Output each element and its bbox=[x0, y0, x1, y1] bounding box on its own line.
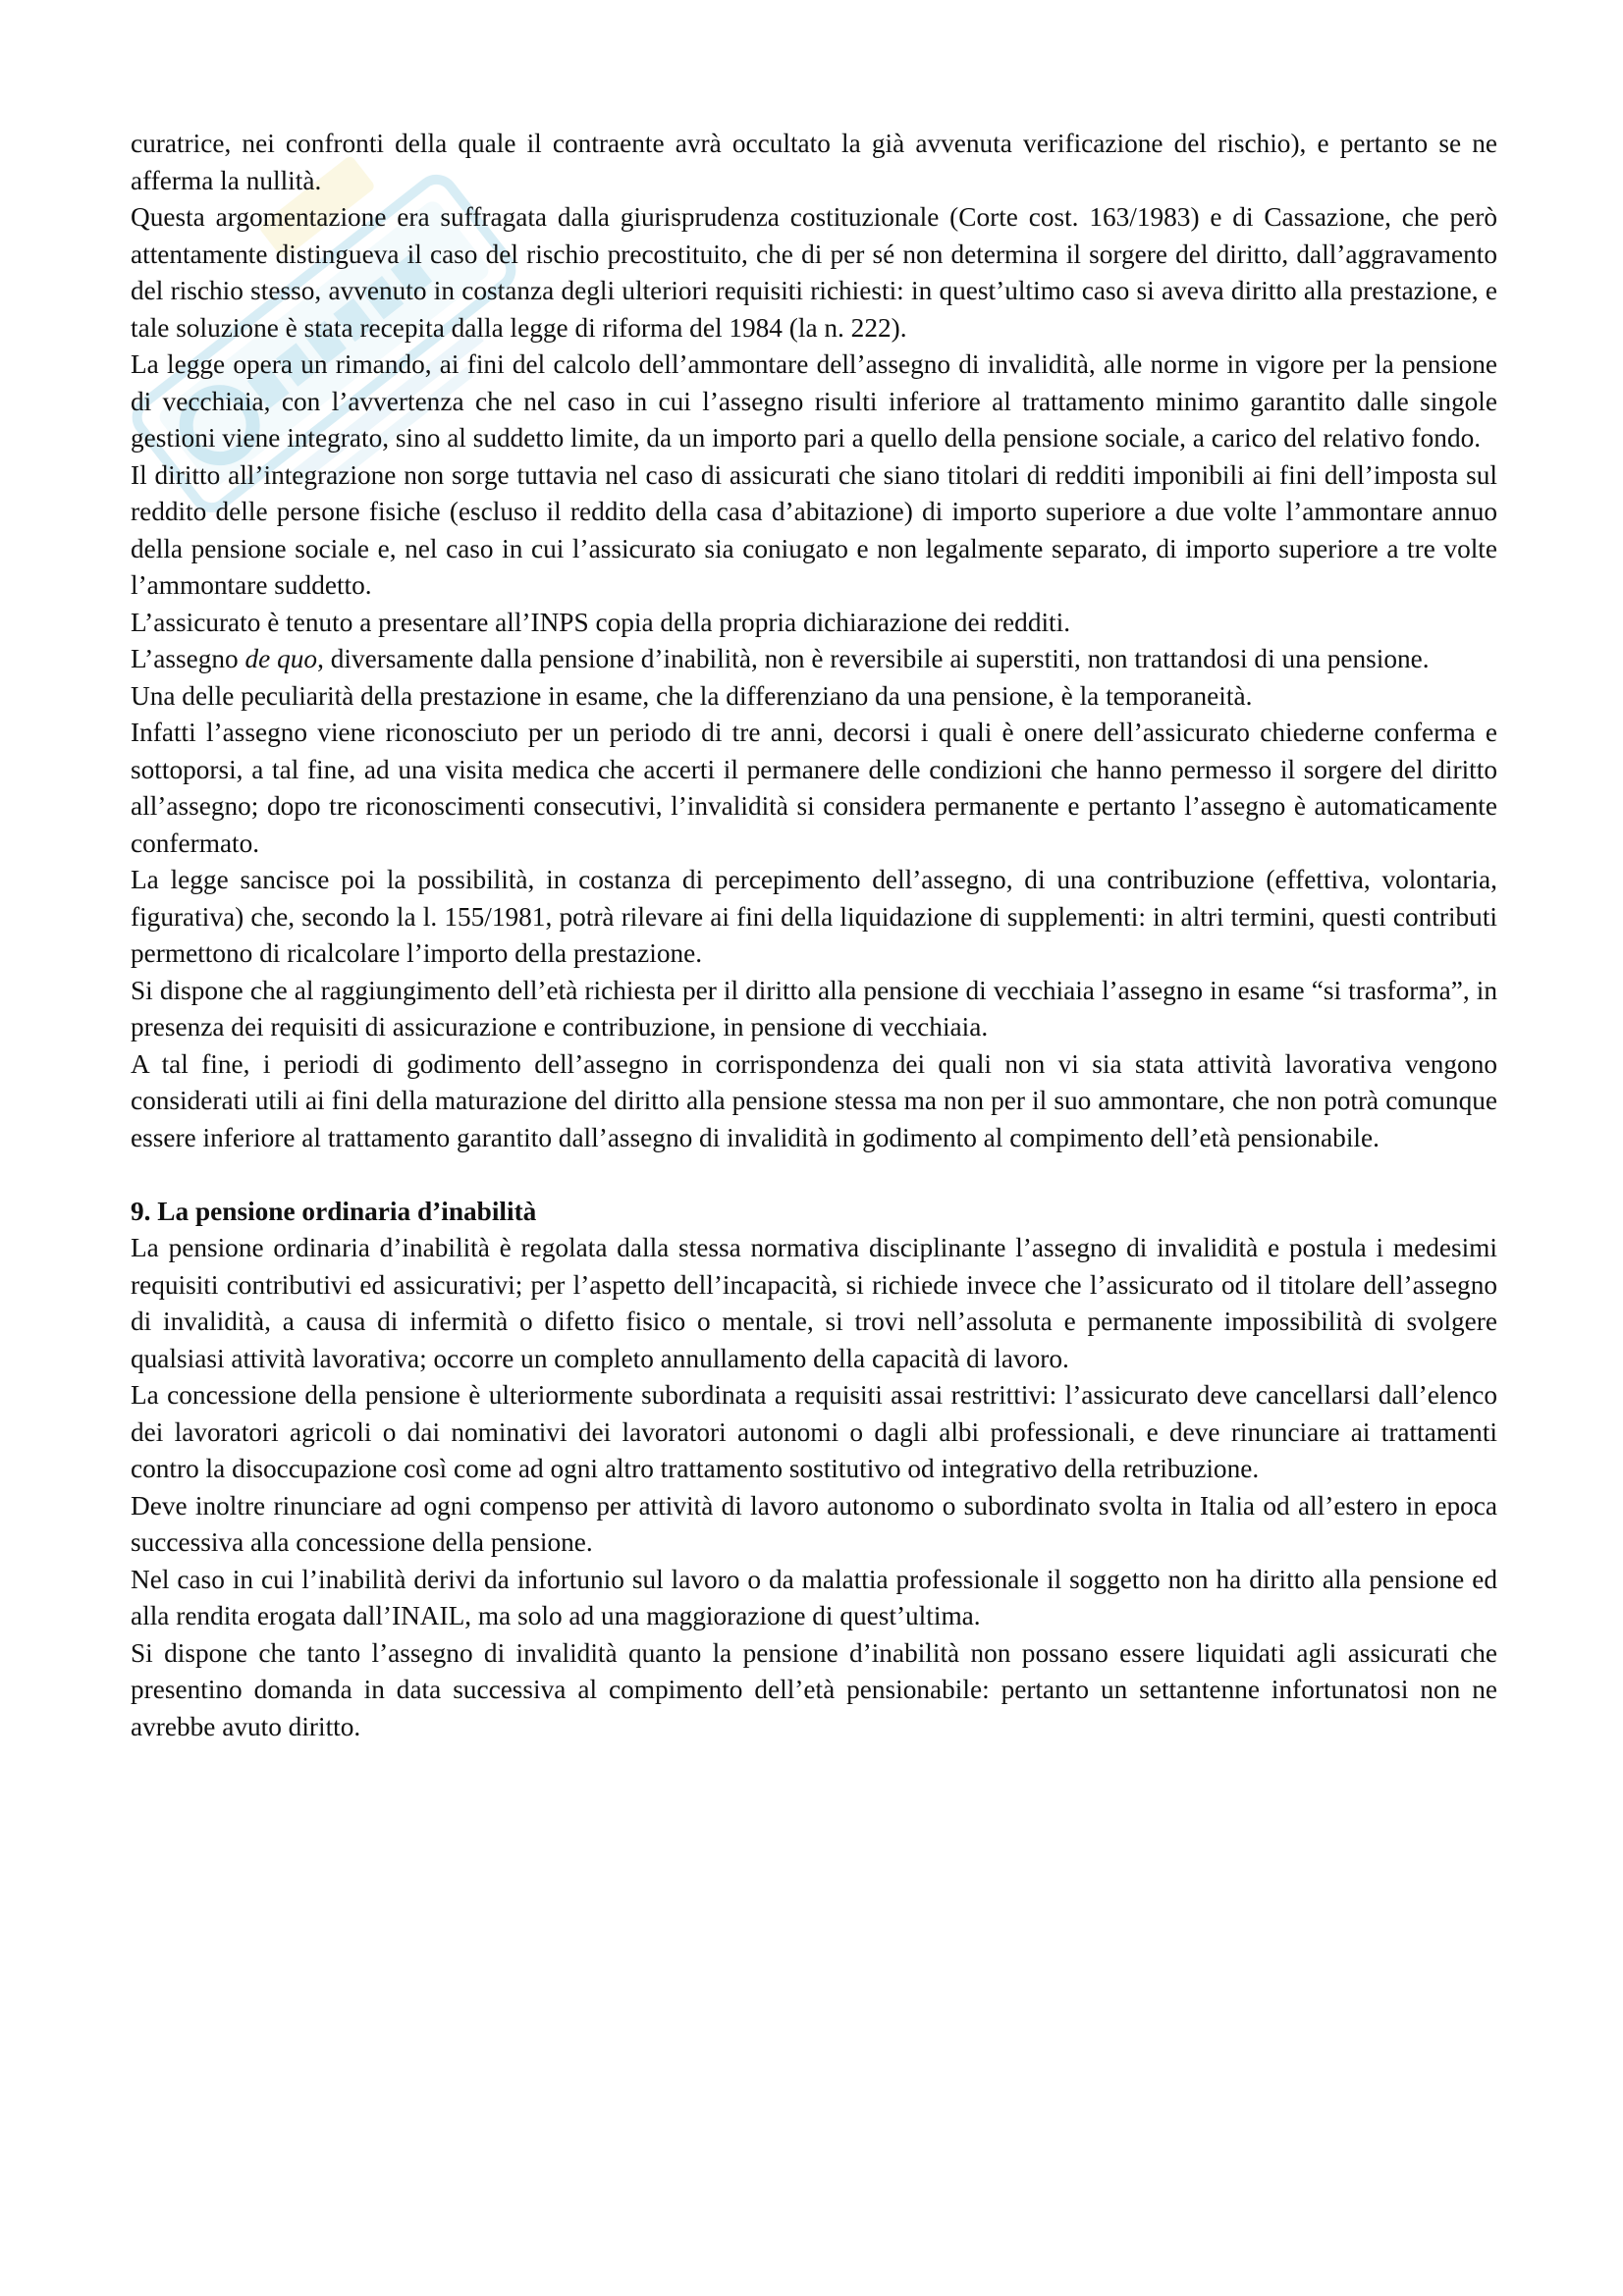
paragraph: Infatti l’assegno viene riconosciuto per un periodo di tre anni, decorsi i quali è onere dell’assicurato chiederne conferma e sottoporsi, a tal fine, ad una visita medica che accerti il permanere delle condizioni che hanno permesso il sorgere del diritto all’assegno; dopo tre riconoscimenti consecutivi, l’invalidità si considera permanente e pertanto l’assegno è automaticamente confermato. bbox=[131, 718, 1497, 858]
paragraph: La legge opera un rimando, ai fini del calcolo dell’ammontare dell’assegno di invalidità, alle norme in vigore per la pensione di vecchiaia, con l’avvertenza che nel caso in cui l’assegno risulti inferiore al trattamento minimo garantito dalle singole gestioni viene integrato, sino al suddetto limite, da un importo pari a quello della pensione sociale, a carico del relativo fondo. bbox=[131, 349, 1497, 453]
paragraph: Questa argomentazione era suffragata dalla giurisprudenza costituzionale (Corte cost. 163/1983) e di Cassazione, che però attentamente distingueva il caso del rischio precostituito, che di per sé non determina il sorgere del diritto, dall’aggravamento del rischio stesso, avvenuto in costanza degli ulteriori requisiti richiesti: in quest’ultimo caso si aveva diritto alla prestazione, e tale soluzione è stata recepita dalla legge di riforma del 1984 (la n. 222). bbox=[131, 202, 1497, 343]
paragraph: curatrice, nei confronti della quale il contraente avrà occultato la già avvenuta verificazione del rischio), e pertanto se ne afferma la nullità. bbox=[131, 129, 1497, 195]
paragraph bbox=[131, 641, 1497, 678]
paragraph: La concessione della pensione è ulteriormente subordinata a requisiti assai restrittivi: l’assicurato deve cancellarsi dall’elenco dei lavoratori agricoli o dai nominativi dei lavoratori autonomi o dagli albi professionali, e deve rinunciare ai trattamenti contro la disoccupazione così come ad ogni altro trattamento sostitutivo od integrativo della retribuzione. bbox=[131, 1380, 1497, 1483]
blank-line bbox=[131, 1156, 1497, 1194]
section-heading: 9. La pensione ordinaria d’inabilità bbox=[131, 1196, 537, 1226]
paragraph: Si dispone che tanto l’assegno di invalidità quanto la pensione d’inabilità non possano essere liquidati agli assicurati che presentino domanda in data successiva al compimento dell’età pensionabile: pertanto un settantenne infortunatosi non ne avrebbe avuto diritto. bbox=[131, 1637, 1497, 1741]
paragraph: Deve inoltre rinunciare ad ogni compenso per attività di lavoro autonomo o subordinato svolta in Italia od all’estero in epoca successiva alla concessione della pensione. bbox=[131, 1490, 1497, 1557]
paragraph: Il diritto all’integrazione non sorge tuttavia nel caso di assicurati che siano titolari di redditi imponibili ai fini dell’imposta sul reddito delle persone fisiche (escluso il reddito della casa d’abitazione) di importo superiore a due volte l’ammontare annuo della pensione sociale e, nel caso in cui l’assicurato sia coniugato e non legalmente separato, di importo superiore a tre volte l’ammontare suddetto. bbox=[131, 459, 1497, 600]
paragraph: L’assicurato è tenuto a presentare all’INPS copia della propria dichiarazione dei redditi. bbox=[131, 607, 1071, 637]
paragraph: A tal fine, i periodi di godimento dell’assegno in corrispondenza dei quali non vi sia stata attività lavorativa vengono considerati utili ai fini della maturazione del diritto alla pensione stessa ma non per il suo ammontare, che non potrà comunque essere inferiore al trattamento garantito dall’assegno di invalidità in godimento al compimento dell’età pensionabile. bbox=[131, 1048, 1497, 1152]
text-run: , diversamente dalla pensione d’inabilità, non è reversibile ai superstiti, non trattandosi di una pensione. bbox=[317, 644, 1430, 673]
paragraph: Una delle peculiarità della prestazione in esame, che la differenziano da una pensione, è la temporaneità. bbox=[131, 680, 1253, 711]
text-run: L’assegno bbox=[131, 644, 245, 673]
italic-term: de quo bbox=[244, 644, 318, 673]
paragraph: La pensione ordinaria d’inabilità è regolata dalla stessa normativa disciplinante l’assegno di invalidità e postula i medesimi requisiti contributivi ed assicurativi; per l’aspetto dell’incapacità, si richiede invece che l’assicurato od il titolare dell’assegno di invalidità, a causa di infermità o difetto fisico o mentale, si trovi nell’assoluta e permanente impossibilità di svolgere qualsiasi attività lavorativa; occorre un completo annullamento della capacità di lavoro. bbox=[131, 1233, 1497, 1373]
paragraph: Si dispone che al raggiungimento dell’età richiesta per il diritto alla pensione di vecchiaia l’assegno in esame “si trasforma”, in presenza dei requisiti di assicurazione e contribuzione, in pensione di vecchiaia. bbox=[131, 975, 1497, 1041]
paragraph: Nel caso in cui l’inabilità derivi da infortunio sul lavoro o da malattia professionale il soggetto non ha diritto alla pensione ed alla rendita erogata dall’INAIL, ma solo ad una maggiorazione di quest’ultima. bbox=[131, 1564, 1497, 1630]
document-body bbox=[131, 126, 1497, 1745]
paragraph: La legge sancisce poi la possibilità, in costanza di percepimento dell’assegno, di una contribuzione (effettiva, volontaria, figurativa) che, secondo la l. 155/1981, potrà rilevare ai fini della liquidazione di supplementi: in altri termini, questi contributi permettono di ricalcolare l’importo della prestazione. bbox=[131, 865, 1497, 968]
